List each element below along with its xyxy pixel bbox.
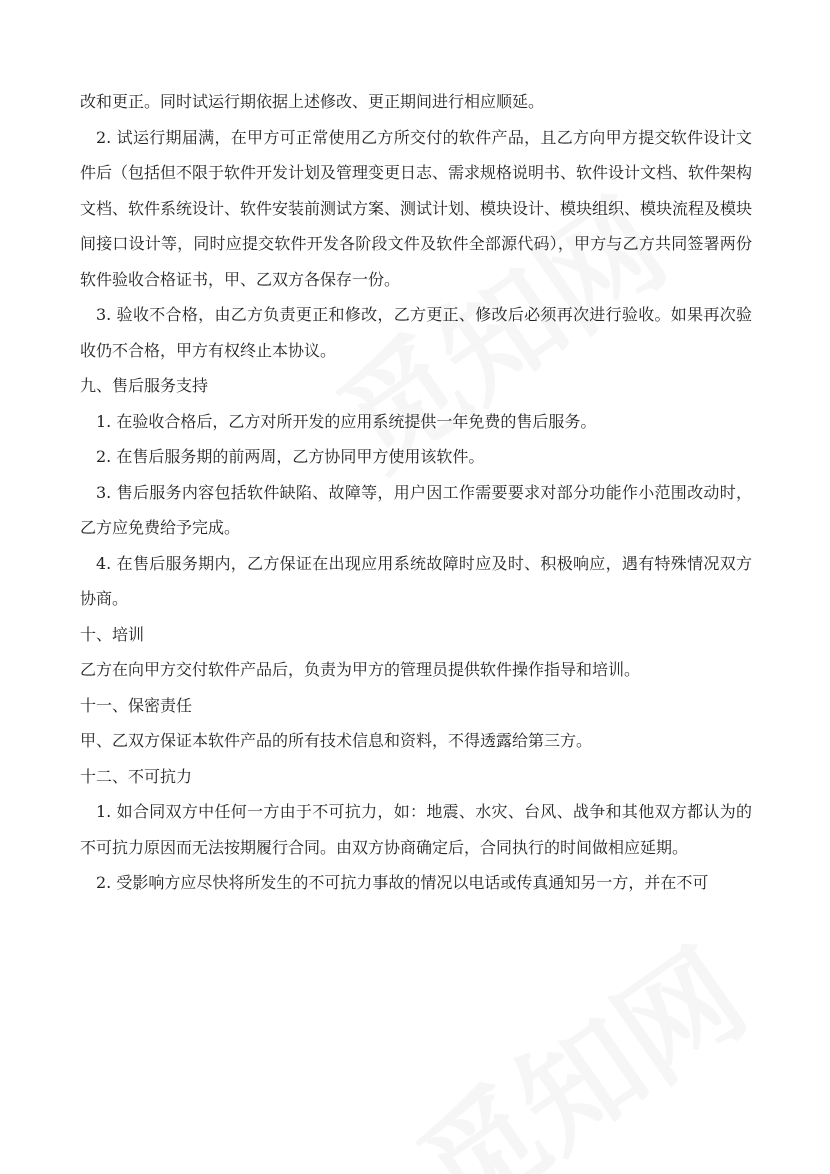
list-item-acceptance-3: 3. 验收不合格，由乙方负责更正和修改，乙方更正、修改后必须再次进行验收。如果再次验收仍不合格，甲方有权终止本协议。 <box>80 305 752 360</box>
paragraph-continuation: 改和更正。同时试运行期依据上述修改、更正期间进行相应顺延。 <box>80 92 545 111</box>
watermark <box>380 904 774 1174</box>
section-heading-force-majeure: 十二、不可抗力 <box>80 766 193 786</box>
section-heading-training: 十、培训 <box>80 624 145 644</box>
list-item-after-sales-3: 3. 售后服务内容包括软件缺陷、故障等，用户因工作需要要求对部分功能作小范围改动时，乙方应免费给予完成。 <box>80 482 752 537</box>
list-item-force-majeure-2: 2. 受影响方应尽快将所发生的不可抗力事故的情况以电话或传真通知另一方，并在不可 <box>96 873 709 892</box>
list-item-after-sales-4: 4. 在售后服务期内，乙方保证在出现应用系统故障时应及时、积极响应，遇有特殊情况双方协商。 <box>80 553 752 608</box>
section-heading-after-sales: 九、售后服务支持 <box>80 376 209 395</box>
list-item-acceptance-2: 2. 试运行期届满，在甲方可正常使用乙方所交付的软件产品，且乙方向甲方提交软件设计文件后（包括但不限于软件开发计划及管理变更日志、需求规格说明书、软件设计文档、软件架构文档、软件系统设计、软件安装前测试方案、测试计划、模块设计、模块组织、模块流程及模块间接口设计等，同时应提交软件开发各阶段文件及软件全部源代码），甲方与乙方共同签署两份软件验收合格证书，甲、乙双方各保存一份。 <box>80 127 753 289</box>
list-item-force-majeure-1: 1. 如合同双方中任何一方由于不可抗力，如：地震、水灾、台风、战争和其他双方都认为的不可抗力原因而无法按期履行合同。由双方协商确定后，合同执行的时间做相应延期。 <box>80 802 752 857</box>
list-item-after-sales-2: 2. 在售后服务期的前两周，乙方协同甲方使用该软件。 <box>96 447 485 466</box>
paragraph-training: 乙方在向甲方交付软件产品后，负责为甲方的管理员提供软件操作指导和培训。 <box>80 660 641 679</box>
section-heading-confidentiality: 十一、保密责任 <box>80 695 193 715</box>
document-body <box>80 84 752 901</box>
paragraph-confidentiality: 甲、乙双方保证本软件产品的所有技术信息和资料，不得透露给第三方。 <box>80 731 593 750</box>
list-item-after-sales-1: 1. 在验收合格后，乙方对所开发的应用系统提供一年免费的售后服务。 <box>96 411 597 431</box>
